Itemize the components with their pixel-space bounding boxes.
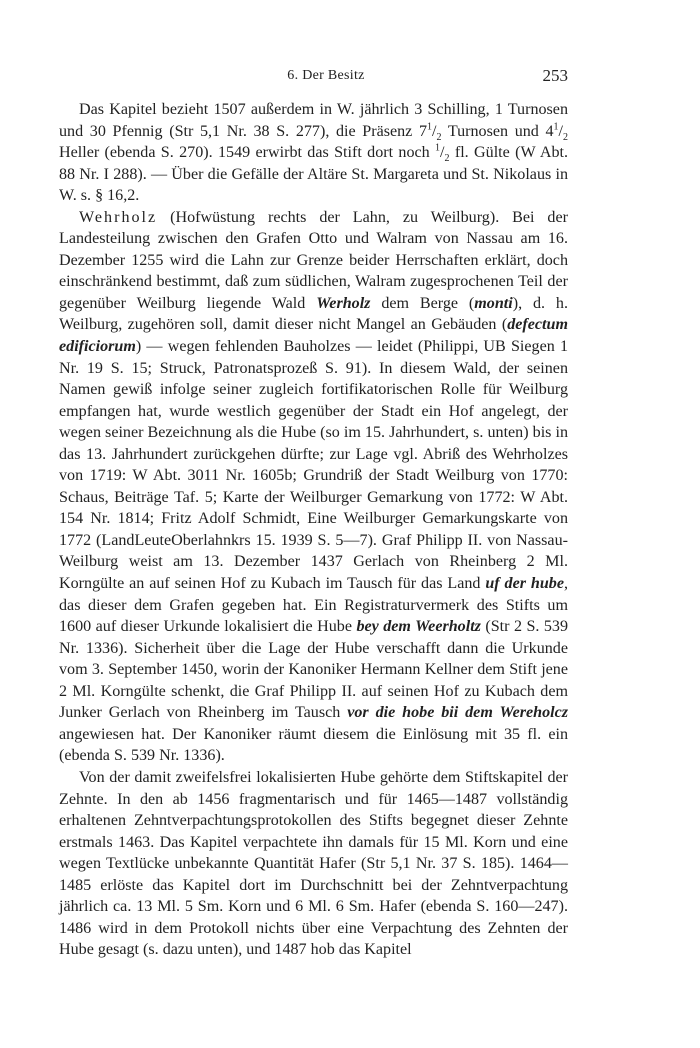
quoted-term: defectum edificiorum <box>59 316 568 356</box>
section-title: 6. Der Besitz <box>287 68 365 83</box>
text-run: fl. Gülte (W Abt. 88 Nr. I 288). — Über die Gefälle der Altäre St. Margareta und St. Nikolaus in W. s. § 16,2. <box>59 144 568 205</box>
quoted-term: Werholz <box>316 294 371 312</box>
text-run: ) — wegen fehlenden Bauholzes — leidet (Philippi, UB Siegen 1 Nr. 19 S. 15; Struck, Patronatsprozeß S. 91). In diesem Wald, der seinen Namen gewiß infolge seiner zugleich fortifikatorischen Rolle für Weilburg empfangen hat, wurde westlich gegenüber der Stadt ein Hof angelegt, der wegen seiner Bezeichnung als die Hube (so im 15. Jahrhundert, s. unten) bis in das 13. Jahrhundert zurückgehen dürfte; zur Lage vgl. Abriß des Wehrholzes von 1719: W Abt. 3011 Nr. 1605b; Grundriß der Stadt Weilburg von 1770: Schaus, Beiträge Taf. 5; Karte der Weilburger Gemarkung von 1772: W Abt. 154 Nr. 1814; Fritz Adolf Schmidt, Eine Weilburger Gemarkungskarte von 1772 (LandLeuteOberlahnkrs 15. 1939 S. 5—7). Graf Philipp II. von Nassau-Weilburg weist am 13. Dezember 1437 Gerlach von Rheinberg 2 Ml. Korngülte an auf seinen Hof zu Kubach im Tausch für das Land <box>59 338 568 593</box>
text-run: Das Kapitel bezieht 1507 außerdem in W. jährlich 3 Schilling, 1 Turnosen und 30 Pfennig (Str 5,1 Nr. 38 S. 277), die Präsenz 7 <box>59 101 568 140</box>
fraction-denominator: 2 <box>436 131 442 143</box>
entry-term: Wehrholz <box>79 208 158 226</box>
fraction-numerator: 1 <box>553 121 559 133</box>
fraction-denominator: 2 <box>444 153 450 165</box>
text-run: Turnosen und 4 <box>441 122 554 140</box>
body-text <box>59 99 568 961</box>
text-run: , das dieser dem Grafen gegeben hat. Ein Registraturvermerk des Stifts um 1600 auf dieser Urkunde lokalisiert die Hube <box>59 575 568 636</box>
fraction-numerator: 1 <box>435 142 441 154</box>
quoted-term: vor die hobe bii dem Wereholcz <box>347 704 568 722</box>
text-run: dem Berge ( <box>370 294 475 312</box>
fraction-numerator: 1 <box>427 121 433 133</box>
text-run: (Str 2 S. 539 Nr. 1336). Sicherheit über die Lage der Hube verschafft dann die Urkunde vom 3. September 1450, worin der Kanoniker Hermann Kellner dem Stift jene 2 Ml. Korngülte schenkt, die Graf Philipp II. auf seinen Hof zu Kubach dem Junker Gerlach von Rheinberg im Tausch <box>59 618 568 722</box>
text-run: ), d. h. Weilburg, zugehören soll, damit dieser nicht Mangel an Gebäuden ( <box>59 294 568 334</box>
page-number: 253 <box>542 66 568 85</box>
text-run: angewiesen hat. Der Kanoniker räumt diesem die Einlösung mit 35 fl. ein (ebenda S. 539 Nr. 1336). <box>59 725 568 765</box>
paragraph-wehrholz <box>59 207 568 767</box>
quoted-term: monti <box>474 294 513 312</box>
quoted-term: bey dem Weerholtz <box>356 618 481 636</box>
paragraph-kapitel-1507: Das Kapitel bezieht 1507 außerdem in W. jährlich 3 Schilling, 1 Turnosen und 30 Pfennig (Str 5,1 Nr. 38 S. 277), die Präsenz $7^1/_2$ Turnosen und $4^1/_2$ Heller (ebenda S. 270). 1549 erwirbt das Stift dort noch $^1/_2$ fl. Gülte (W Abt. 88 Nr. I 288). — Über die Gefälle der Altäre St. Margareta und St. Nikolaus in W. s. § 16,2. <box>59 101 569 205</box>
text-run: Heller (ebenda S. 270). 1549 erwirbt das Stift dort noch <box>59 144 436 162</box>
running-head <box>0 66 700 86</box>
quoted-term: uf der hube <box>485 575 564 593</box>
fraction-denominator: 2 <box>563 131 569 143</box>
text-run: (Hofwüstung rechts der Lahn, zu Weilburg). Bei der Landesteilung zwischen den Grafen Otto und Walram von Nassau am 16. Dezember 1255 wird die Lahn zur Grenze beider Herrschaften erklärt, doch einschränkend bestimmt, daß zum südlichen, Walram zugesprochenen Teil der gegenüber Weilburg liegende Wald <box>59 208 568 312</box>
paragraph-zehnte <box>59 767 568 961</box>
text-run: Von der damit zweifelsfrei lokalisierten Hube gehörte dem Stiftskapitel der Zehnte. In den ab 1456 fragmentarisch und für 1465—1487 vollständig erhaltenen Zehntverpachtungsprotokollen des Stifts begegnet dieser Zehnte erstmals 1463. Das Kapitel verpachtete ihn damals für 15 Ml. Korn und eine wegen Textlücke unbekannte Quantität Hafer (Str 5,1 Nr. 37 S. 185). 1464—1485 erlöste das Kapitel dort im Durchschnitt bei der Zehntverpachtung jährlich ca. 13 Ml. 5 Sm. Korn und 6 Ml. 6 Sm. Hafer (ebenda S. 160—247). 1486 wird in dem Protokoll nichts über eine Verpachtung des Zehnten der Hube gesagt (s. dazu unten), und 1487 hob das Kapitel <box>59 768 568 959</box>
